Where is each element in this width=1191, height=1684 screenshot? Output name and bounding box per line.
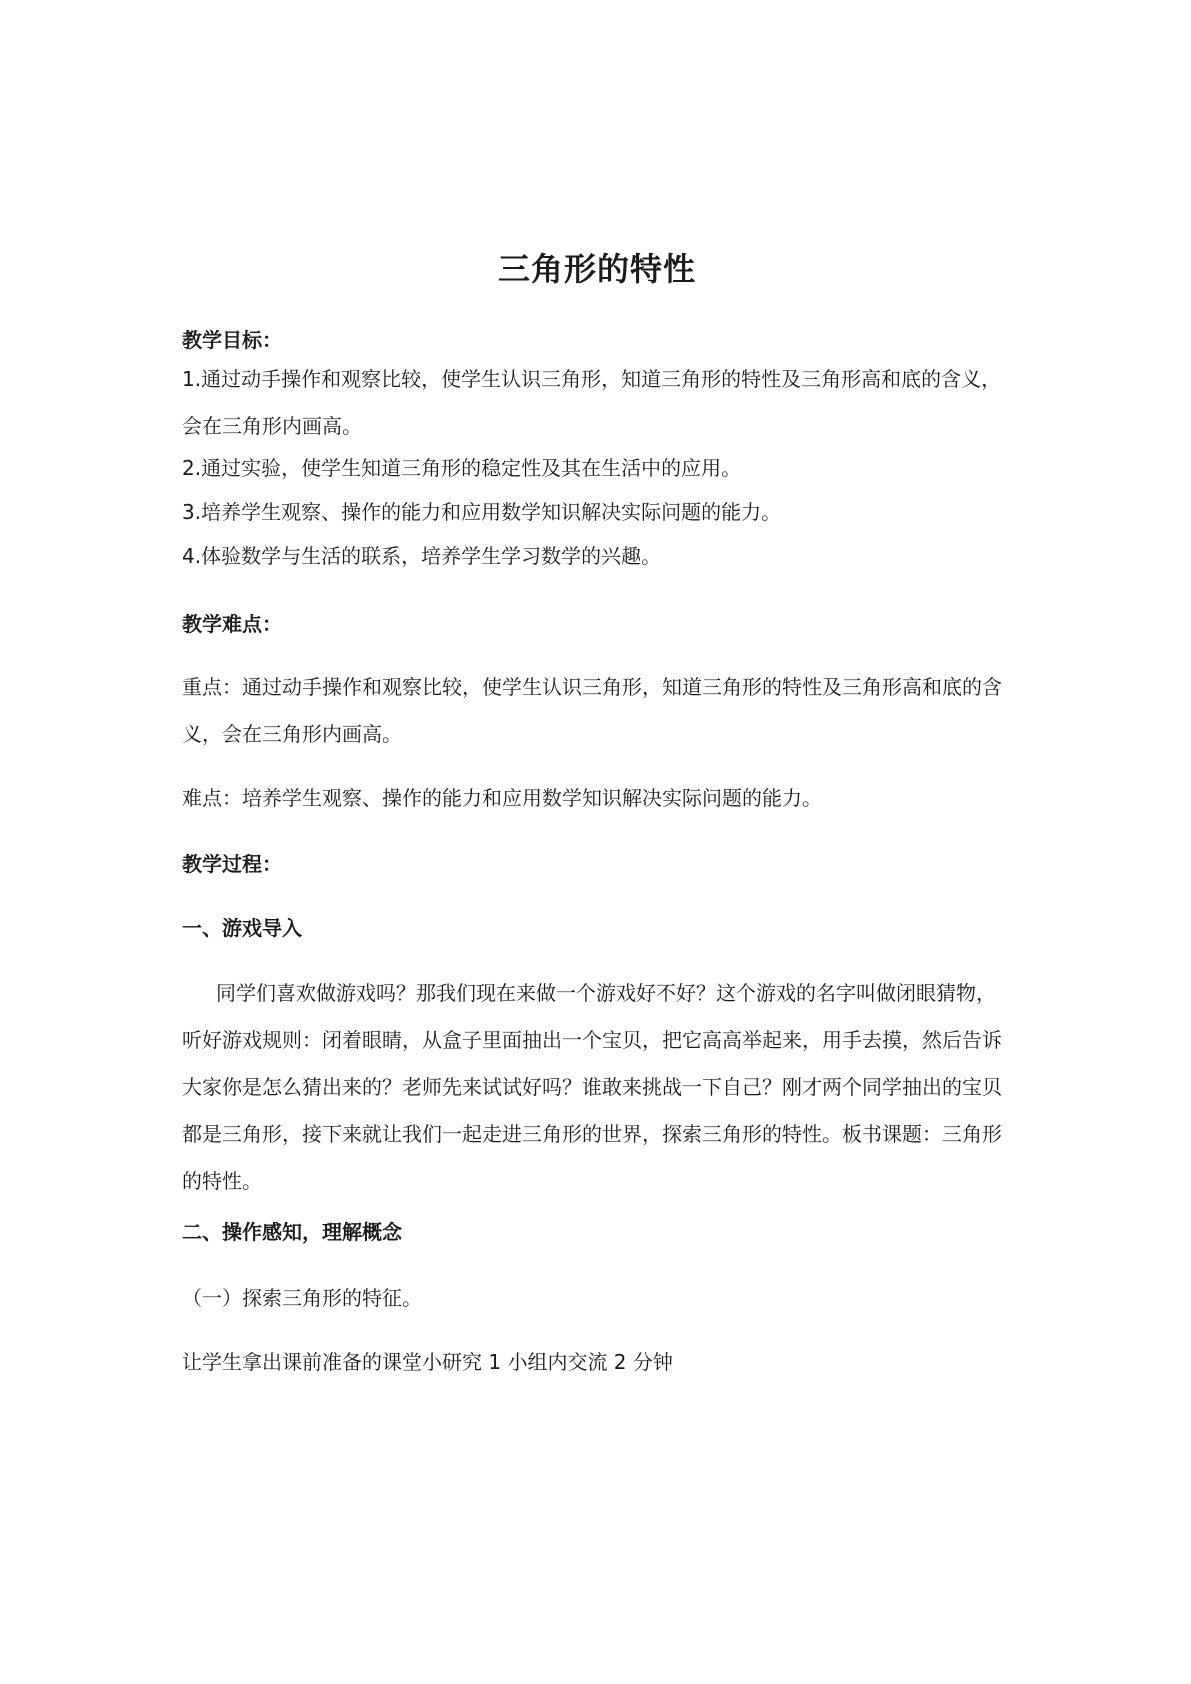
section-2-text: 让学生拿出课前准备的课堂小研究 1 小组内交流 2 分钟 bbox=[182, 1350, 673, 1374]
hard-point-text: 难点：培养学生观察、操作的能力和应用数学知识解决实际问题的能力。 bbox=[182, 786, 822, 810]
section-1-text: 同学们喜欢做游戏吗？那我们现在来做一个游戏好不好？这个游戏的名字叫做闭眼猜物，听好游戏规则：闭着眼睛，从盒子里面抽出一个宝贝，把它高高举起来，用手去摸，然后告诉大家你是怎么猜出来的？老师先来试试好吗？谁敢来挑战一下自己？刚才两个同学抽出的宝贝都是三角形，接下来就让我们一起走进三角形的世界，探索三角形的特性。板书课题：三角形的特性。 bbox=[182, 981, 1002, 1193]
section-1-heading: 一、游戏导入 bbox=[182, 916, 302, 940]
objective-item-3: 3.培养学生观察、操作的能力和应用数学知识解决实际问题的能力。 bbox=[182, 500, 782, 524]
difficulties-heading: 教学难点： bbox=[182, 612, 282, 636]
section-2-subheading: （一）探索三角形的特征。 bbox=[182, 1286, 422, 1310]
objectives-heading: 教学目标： bbox=[182, 328, 282, 352]
process-heading: 教学过程： bbox=[182, 852, 282, 876]
objective-item-1: 1.通过动手操作和观察比较，使学生认识三角形，知道三角形的特性及三角形高和底的含义，会在三角形内画高。 bbox=[182, 367, 1002, 438]
key-point-text: 重点：通过动手操作和观察比较，使学生认识三角形，知道三角形的特性及三角形高和底的含义，会在三角形内画高。 bbox=[182, 675, 1002, 746]
page-title: 三角形的特性 bbox=[497, 250, 696, 288]
section-2-heading: 二、操作感知，理解概念 bbox=[182, 1220, 402, 1244]
objective-item-2: 2.通过实验，使学生知道三角形的稳定性及其在生活中的应用。 bbox=[182, 456, 742, 480]
objective-item-4: 4.体验数学与生活的联系，培养学生学习数学的兴趣。 bbox=[182, 544, 662, 568]
